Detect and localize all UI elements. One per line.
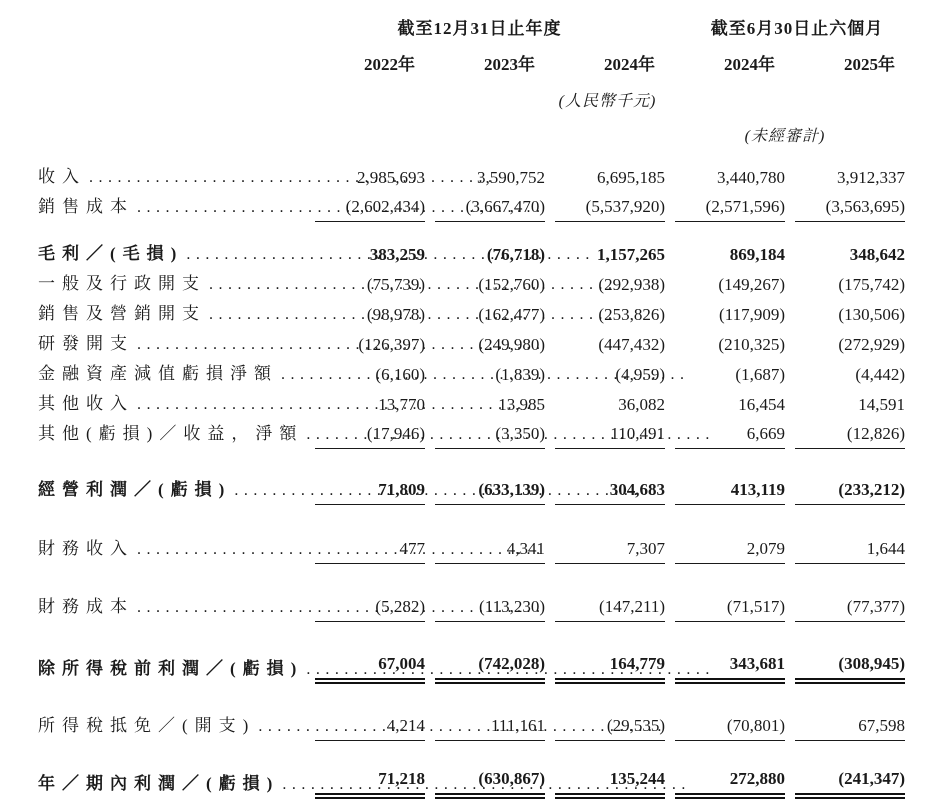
value: (6,160): [375, 365, 425, 384]
row-label: 銷售及營銷開支: [38, 304, 206, 323]
cell-value: [785, 534, 905, 564]
cell-value: [785, 359, 905, 389]
value: (126,397): [358, 335, 425, 354]
cell-value: [665, 711, 785, 741]
value: (4,959): [615, 365, 665, 384]
cell-value: [545, 239, 665, 269]
row-label: 收入: [38, 167, 86, 186]
cell-value: [665, 649, 785, 684]
cell-value: [785, 419, 905, 449]
table-row: [38, 419, 905, 449]
cell-value: [785, 389, 905, 419]
cell-value: [785, 475, 905, 505]
value: 2,985,693: [357, 168, 425, 187]
table-row: [38, 269, 905, 299]
row-label-cell: [38, 534, 310, 564]
section-spacer: [38, 684, 905, 711]
table-row: [38, 192, 905, 222]
cell-value: [310, 649, 425, 684]
value: (308,945): [795, 653, 905, 684]
value: (742,028): [435, 653, 545, 684]
row-label: 年／期內利潤／(虧損): [38, 774, 280, 793]
cell-value: [545, 711, 665, 741]
row-label: 財務成本: [38, 597, 134, 616]
cell-value: [665, 534, 785, 564]
cell-value: [785, 162, 905, 192]
cell-value: [545, 475, 665, 505]
value: (5,282): [315, 596, 425, 622]
cell-value: [785, 711, 905, 741]
value: (29,535): [555, 715, 665, 741]
cell-value: [665, 192, 785, 222]
cell-value: [310, 475, 425, 505]
income-statement-table: [38, 14, 905, 799]
row-label-cell: [38, 475, 310, 505]
table-row: [38, 649, 905, 684]
value: (1,687): [735, 365, 785, 384]
value: 14,591: [858, 395, 905, 414]
cell-value: [785, 239, 905, 269]
row-label: 除所得稅前利潤／(虧損): [38, 659, 304, 678]
currency-note-row: [38, 88, 905, 123]
value: 348,642: [849, 245, 905, 264]
value: (130,506): [838, 305, 905, 324]
cell-value: [785, 764, 905, 799]
cell-value: [665, 239, 785, 269]
table-row: [38, 534, 905, 564]
value: (113,230): [435, 596, 545, 622]
cell-value: [310, 359, 425, 389]
value: 13,985: [498, 395, 545, 414]
cell-value: [665, 389, 785, 419]
cell-value: [665, 764, 785, 799]
unaudited-note-row: [38, 123, 905, 162]
currency-note: (人民幣千元): [558, 93, 657, 110]
cell-value: [785, 329, 905, 359]
value: (76,718): [486, 245, 545, 264]
value: (630,867): [435, 768, 545, 799]
value: 413,119: [675, 479, 785, 505]
value: (4,442): [855, 365, 905, 384]
year-column-header-2022: 2022年: [364, 55, 415, 74]
value: (17,946): [315, 423, 425, 449]
value: 1,157,265: [597, 245, 665, 264]
row-label: 一般及行政開支: [38, 274, 206, 293]
cell-value: [545, 162, 665, 192]
value: (12,826): [795, 423, 905, 449]
value: (272,929): [838, 335, 905, 354]
section-spacer: [38, 222, 905, 239]
row-label: 研發開支: [38, 334, 134, 353]
unaudited-note: (未經審計): [744, 128, 826, 145]
cell-value: [665, 419, 785, 449]
cell-value: [425, 269, 545, 299]
header-spacer: [38, 50, 310, 88]
row-label: 經營利潤／(虧損): [38, 480, 232, 499]
table-row: [38, 764, 905, 799]
row-label-cell: [38, 269, 310, 299]
cell-value: [665, 359, 785, 389]
cell-value: [425, 359, 545, 389]
cell-value: [310, 419, 425, 449]
row-label-cell: [38, 649, 310, 684]
row-label-cell: [38, 389, 310, 419]
value: (1,839): [495, 365, 545, 384]
value: (70,801): [675, 715, 785, 741]
cell-value: [310, 711, 425, 741]
cell-value: [665, 592, 785, 622]
table-row: [38, 389, 905, 419]
row-label: 所得稅抵免／(開支): [38, 716, 256, 735]
value: 16,454: [738, 395, 785, 414]
header-spacer: [310, 123, 665, 162]
cell-value: [545, 592, 665, 622]
period-group-row: [38, 14, 905, 50]
cell-value: [425, 329, 545, 359]
section-spacer: [38, 622, 905, 649]
value: (241,347): [795, 768, 905, 799]
table-row: [38, 359, 905, 389]
row-label: 銷售成本: [38, 197, 134, 216]
year-column-header-2025-interim: 2025年: [844, 55, 895, 74]
value: (117,909): [719, 305, 785, 324]
cell-value: [665, 475, 785, 505]
value: 71,218: [315, 768, 425, 799]
value: 272,880: [675, 768, 785, 799]
value: 7,307: [555, 538, 665, 564]
value: 343,681: [675, 653, 785, 684]
cell-value: [545, 269, 665, 299]
table-body: [38, 162, 905, 799]
cell-value: [425, 389, 545, 419]
year-column-header-2023: 2023年: [484, 55, 535, 74]
section-spacer: [38, 741, 905, 764]
cell-value: [310, 299, 425, 329]
cell-value: [785, 299, 905, 329]
value: 13,770: [378, 395, 425, 414]
row-label-cell: [38, 192, 310, 222]
value: 4,341: [435, 538, 545, 564]
table-row: [38, 239, 905, 269]
row-label-cell: [38, 162, 310, 192]
header-spacer: [38, 88, 310, 123]
section-spacer: [38, 564, 905, 592]
header-spacer: [38, 123, 310, 162]
value: (77,377): [795, 596, 905, 622]
value: (249,980): [478, 335, 545, 354]
cell-value: [310, 269, 425, 299]
cell-value: [425, 475, 545, 505]
row-label: 財務收入: [38, 539, 134, 558]
value: (633,139): [435, 479, 545, 505]
value: 110,491: [555, 423, 665, 449]
cell-value: [425, 764, 545, 799]
value: (3,563,695): [795, 196, 905, 222]
cell-value: [310, 239, 425, 269]
value: (292,938): [598, 275, 665, 294]
cell-value: [310, 534, 425, 564]
cell-value: [425, 592, 545, 622]
cell-value: [425, 239, 545, 269]
cell-value: [310, 162, 425, 192]
table-row: [38, 592, 905, 622]
value: 71,809: [315, 479, 425, 505]
value: 3,590,752: [477, 168, 545, 187]
year-header-row: [38, 50, 905, 88]
value: 67,598: [795, 715, 905, 741]
value: 4,214: [315, 715, 425, 741]
cell-value: [310, 329, 425, 359]
value: (98,978): [366, 305, 425, 324]
value: (147,211): [555, 596, 665, 622]
value: (253,826): [598, 305, 665, 324]
value: 3,912,337: [837, 168, 905, 187]
row-label: 金融資產減值虧損淨額: [38, 364, 278, 383]
value: (2,602,434): [315, 196, 425, 222]
cell-value: [785, 649, 905, 684]
cell-value: [545, 192, 665, 222]
table-row: [38, 711, 905, 741]
row-label-cell: [38, 359, 310, 389]
cell-value: [545, 329, 665, 359]
row-label-cell: [38, 419, 310, 449]
period-header-annual: 截至12月31日止年度: [397, 19, 562, 38]
period-header-interim: 截至6月30日止六個月: [710, 19, 884, 38]
value: (175,742): [838, 275, 905, 294]
row-label: 毛利／(毛損): [38, 244, 184, 263]
cell-value: [545, 534, 665, 564]
table-row: [38, 475, 905, 505]
row-label-cell: [38, 299, 310, 329]
row-label: 其他(虧損)／收益，淨額: [38, 424, 304, 443]
row-label-cell: [38, 592, 310, 622]
row-label-cell: [38, 239, 310, 269]
value: (71,517): [675, 596, 785, 622]
value: 869,184: [729, 245, 785, 264]
cell-value: [665, 329, 785, 359]
value: (149,267): [718, 275, 785, 294]
cell-value: [425, 192, 545, 222]
value: 2,079: [675, 538, 785, 564]
row-label-cell: [38, 711, 310, 741]
value: 164,779: [555, 653, 665, 684]
table-row: [38, 329, 905, 359]
cell-value: [545, 389, 665, 419]
value: (447,432): [598, 335, 665, 354]
cell-value: [665, 269, 785, 299]
value: 36,082: [618, 395, 665, 414]
table-header: [38, 14, 905, 162]
value: 304,683: [555, 479, 665, 505]
value: 67,004: [315, 653, 425, 684]
cell-value: [310, 192, 425, 222]
cell-value: [545, 299, 665, 329]
value: (3,667,470): [435, 196, 545, 222]
cell-value: [665, 299, 785, 329]
cell-value: [545, 419, 665, 449]
value: (3,350): [435, 423, 545, 449]
value: 135,244: [555, 768, 665, 799]
cell-value: [310, 389, 425, 419]
value: 6,669: [675, 423, 785, 449]
table-row: [38, 299, 905, 329]
value: (2,571,596): [675, 196, 785, 222]
cell-value: [425, 534, 545, 564]
row-label: 其他收入: [38, 394, 134, 413]
value: (233,212): [795, 479, 905, 505]
cell-value: [310, 592, 425, 622]
value: 1,644: [795, 538, 905, 564]
year-column-header-2024: 2024年: [604, 55, 655, 74]
value: (152,760): [478, 275, 545, 294]
value: (162,477): [478, 305, 545, 324]
cell-value: [310, 764, 425, 799]
section-spacer: [38, 505, 905, 534]
value: 383,259: [369, 245, 425, 264]
cell-value: [425, 711, 545, 741]
cell-value: [425, 419, 545, 449]
cell-value: [785, 192, 905, 222]
value: 477: [315, 538, 425, 564]
value: 111,161: [435, 715, 545, 741]
value: (5,537,920): [555, 196, 665, 222]
cell-value: [665, 162, 785, 192]
cell-value: [425, 649, 545, 684]
cell-value: [545, 764, 665, 799]
row-label-cell: [38, 764, 310, 799]
cell-value: [425, 162, 545, 192]
section-spacer: [38, 449, 905, 475]
year-column-header-2024-interim: 2024年: [724, 55, 775, 74]
value: 6,695,185: [597, 168, 665, 187]
value: (210,325): [718, 335, 785, 354]
value: 3,440,780: [717, 168, 785, 187]
table-row: [38, 162, 905, 192]
row-label-cell: [38, 329, 310, 359]
cell-value: [545, 359, 665, 389]
cell-value: [545, 649, 665, 684]
cell-value: [785, 592, 905, 622]
value: (75,739): [366, 275, 425, 294]
cell-value: [785, 269, 905, 299]
header-spacer: [38, 14, 310, 50]
cell-value: [425, 299, 545, 329]
